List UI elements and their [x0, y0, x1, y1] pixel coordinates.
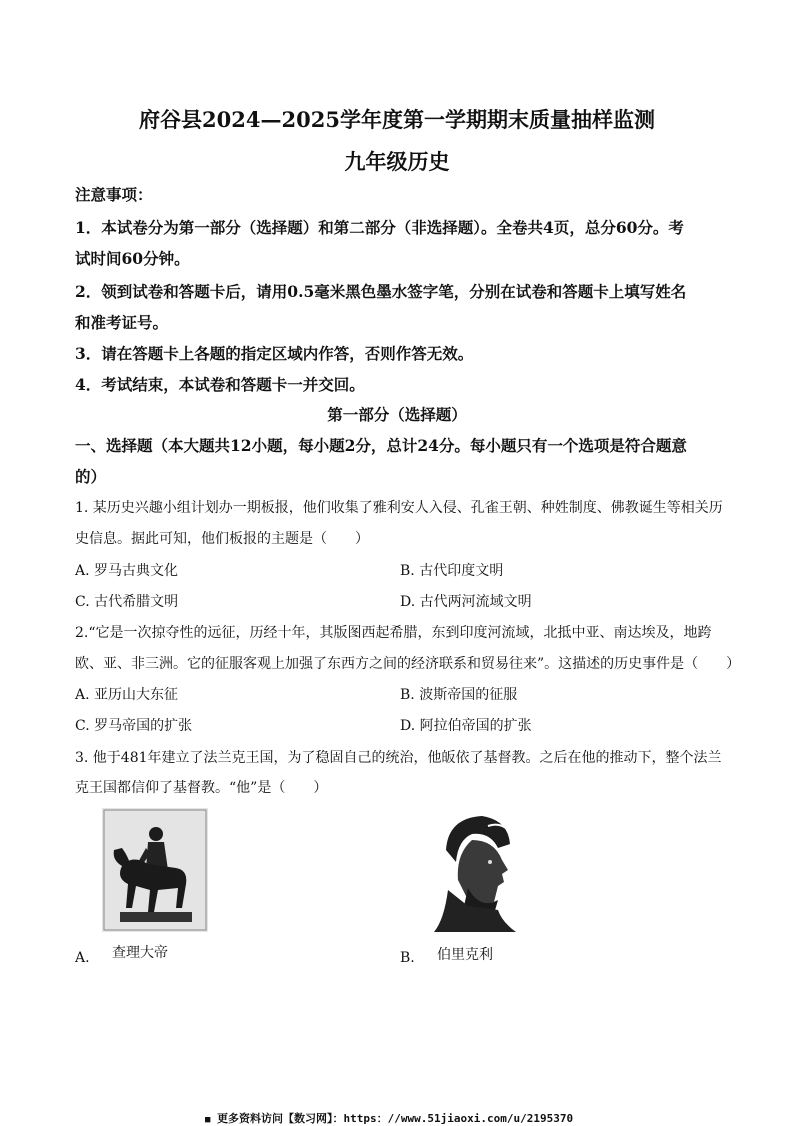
q2-option-c[interactable]: C. 罗马帝国的扩张: [75, 718, 193, 734]
section-heading-cont: 的）: [75, 467, 107, 486]
part-heading: 第一部分（选择题）: [327, 405, 467, 424]
q3-option-b-caption: 伯里克利: [437, 947, 493, 963]
exam-title: 府谷县2024—2025学年度第一学期期末质量抽样监测: [139, 107, 655, 132]
flag-icon: ■: [205, 1115, 211, 1125]
footer-text[interactable]: 更多资料访问【数习网】：https：//www.51jiaoxi.com/u/2195370: [217, 1112, 574, 1125]
q1-option-c[interactable]: C. 古代希腊文明: [75, 594, 179, 610]
q1-option-a[interactable]: A. 罗马古典文化: [75, 563, 179, 579]
question-1-line: 史信息。据此可知，他们板报的主题是（ ）: [75, 531, 369, 547]
question-1-line: 1. 某历史兴趣小组计划办一期板报，他们收集了雅利安人入侵、孔雀王朝、种姓制度、佛教诞生等相关历: [75, 500, 723, 516]
notice-item: 1．本试卷分为第一部分（选择题）和第二部分（非选择题）。全卷共4页，总分60分。考: [75, 218, 684, 237]
question-2-line: 2.“它是一次掠夺性的远征，历经十年，其版图西起希腊，东到印度河流域，北抵中亚、南达埃及，地跨: [75, 625, 712, 641]
notice-item: 3．请在答题卡上各题的指定区域内作答，否则作答无效。: [75, 344, 474, 363]
question-3-line: 3. 他于481年建立了法兰克王国，为了稳固自己的统治，他皈依了基督教。之后在他的推动下，整个法兰: [75, 750, 722, 766]
section-heading: 一、选择题（本大题共12小题，每小题2分，总计24分。每小题只有一个选项是符合题意: [75, 436, 687, 455]
q2-option-a[interactable]: A. 亚历山大东征: [75, 687, 179, 703]
q1-option-d[interactable]: D. 古代两河流域文明: [400, 594, 532, 610]
q3-option-a-caption: 查理大帝: [112, 945, 168, 961]
helmeted-bust-image[interactable]: [428, 810, 522, 934]
notice-item: 4．考试结束，本试卷和答题卡一并交回。: [75, 375, 365, 394]
exam-subtitle: 九年级历史: [344, 149, 450, 174]
equestrian-statue-image[interactable]: [102, 808, 208, 932]
q2-option-d[interactable]: D. 阿拉伯帝国的扩张: [400, 718, 532, 734]
q2-option-b[interactable]: B. 波斯帝国的征服: [400, 687, 518, 703]
notice-item: 试时间60分钟。: [75, 249, 190, 268]
notice-item: 和准考证号。: [75, 313, 169, 332]
notice-item: 2．领到试卷和答题卡后，请用0.5毫米黑色墨水签字笔，分别在试卷和答题卡上填写姓名: [75, 282, 687, 301]
q1-option-b[interactable]: B. 古代印度文明: [400, 563, 504, 579]
notice-heading: 注意事项：: [75, 185, 153, 204]
q3-option-a-letter[interactable]: A.: [75, 950, 90, 966]
question-2-line: 欧、亚、非三洲。它的征服客观上加强了东西方之间的经济联系和贸易往来”。这描述的历史事件是（ ）: [75, 656, 741, 672]
q3-option-b-letter[interactable]: B.: [400, 950, 415, 966]
question-3-line: 克王国都信仰了基督教。“他”是（ ）: [75, 780, 328, 796]
